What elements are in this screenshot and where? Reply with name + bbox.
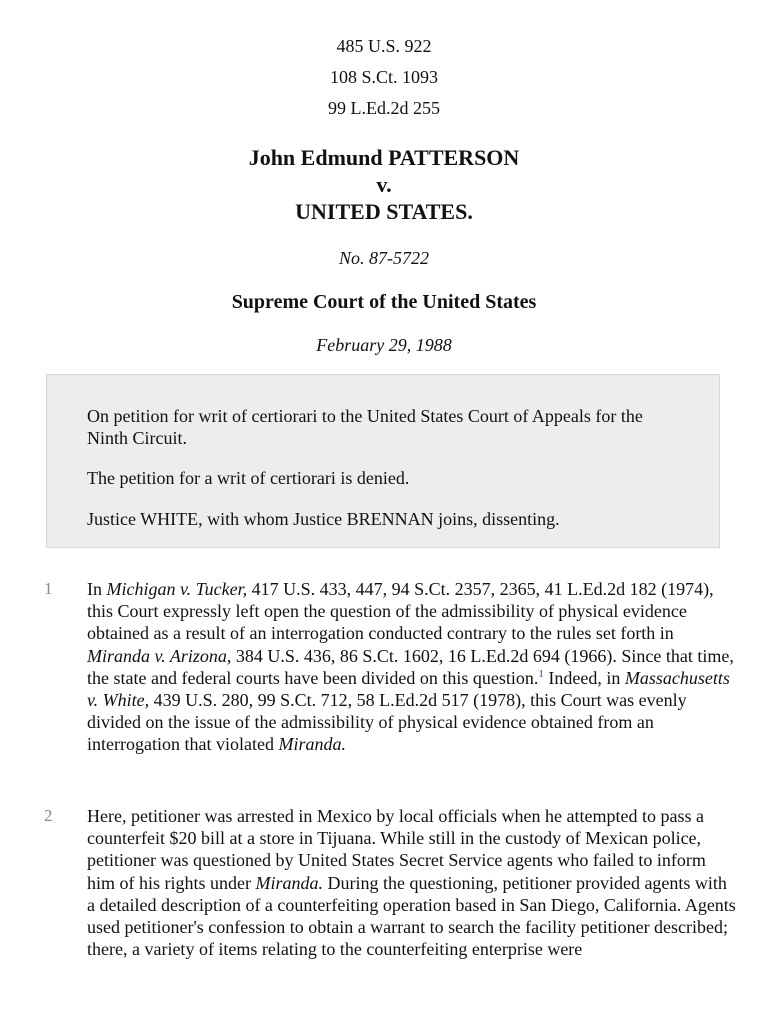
paragraph-number: 1 [44, 579, 53, 598]
case-versus: v. [376, 172, 392, 197]
paragraph-text: 417 U.S. 433, 447, 94 S.Ct. 2357, 2365, 41 L.Ed.2d 182 (1974), this Court expressly left open the question of the admissibility of physical evidence obtained as a result of an interrogation conducted contrary to the rules set forth in [87, 579, 714, 644]
case-summary-box [46, 374, 720, 548]
citation-us-reports: 485 U.S. 922 [336, 36, 432, 56]
paragraph-text: In [87, 579, 107, 599]
case-name: Miranda. [278, 734, 346, 755]
court-name: Supreme Court of the United States [231, 291, 537, 313]
summary-disposition: The petition for a writ of certiorari is denied. [87, 468, 410, 488]
docket-number: No. 87-5722 [339, 248, 429, 268]
paragraph-text: 439 U.S. 280, 99 S.Ct. 712, 58 L.Ed.2d 517 (1978), this Court was evenly divided on the issue of the admissibility of physical evidence obtained from an interrogation that violated [87, 690, 687, 755]
paragraph-text: During the questioning, petitioner provided agents with a detailed description of a counterfeiting operation based in San Diego, California. Agents used petitioner's confession to obtain a warrant to search the facility petitioner described; there, a variety of items relating to the counterfeiting enterprise were [87, 872, 736, 960]
case-name: Massachusetts v. White, [87, 667, 730, 711]
case-name: Miranda v. Arizona, [87, 645, 232, 666]
footnote-link[interactable]: 1 [538, 667, 544, 680]
opinion-paragraph [87, 805, 737, 960]
case-name: Michigan v. Tucker, [106, 579, 248, 599]
citation-lawyers-edition: 99 L.Ed.2d 255 [328, 98, 440, 118]
paragraph-text: Indeed, in [543, 667, 625, 688]
paragraph-text: 384 U.S. 436, 86 S.Ct. 1602, 16 L.Ed.2d 694 (1966). Since that time, the state and federal courts have been divided on this question. [87, 645, 734, 688]
case-name: Miranda. [255, 872, 323, 893]
summary-petition: On petition for writ of certiorari to the United States Court of Appeals for the Ninth Circuit. [87, 406, 643, 448]
case-petitioner: John Edmund PATTERSON [248, 145, 520, 170]
opinion-paragraph [87, 578, 737, 756]
summary-dissent: Justice WHITE, with whom Justice BRENNAN joins, dissenting. [87, 509, 560, 529]
paragraph-number: 2 [44, 806, 53, 825]
case-respondent: UNITED STATES. [295, 199, 473, 224]
paragraph-text: Here, petitioner was arrested in Mexico by local officials when he attempted to pass a counterfeit $20 bill at a store in Tijuana. While still in the custody of Mexican police, petitioner was questioned by United States Secret Service agents who failed to inform him of his rights under [87, 806, 706, 893]
decision-date: February 29, 1988 [316, 335, 452, 355]
citation-supreme-court-reporter: 108 S.Ct. 1093 [329, 67, 439, 87]
